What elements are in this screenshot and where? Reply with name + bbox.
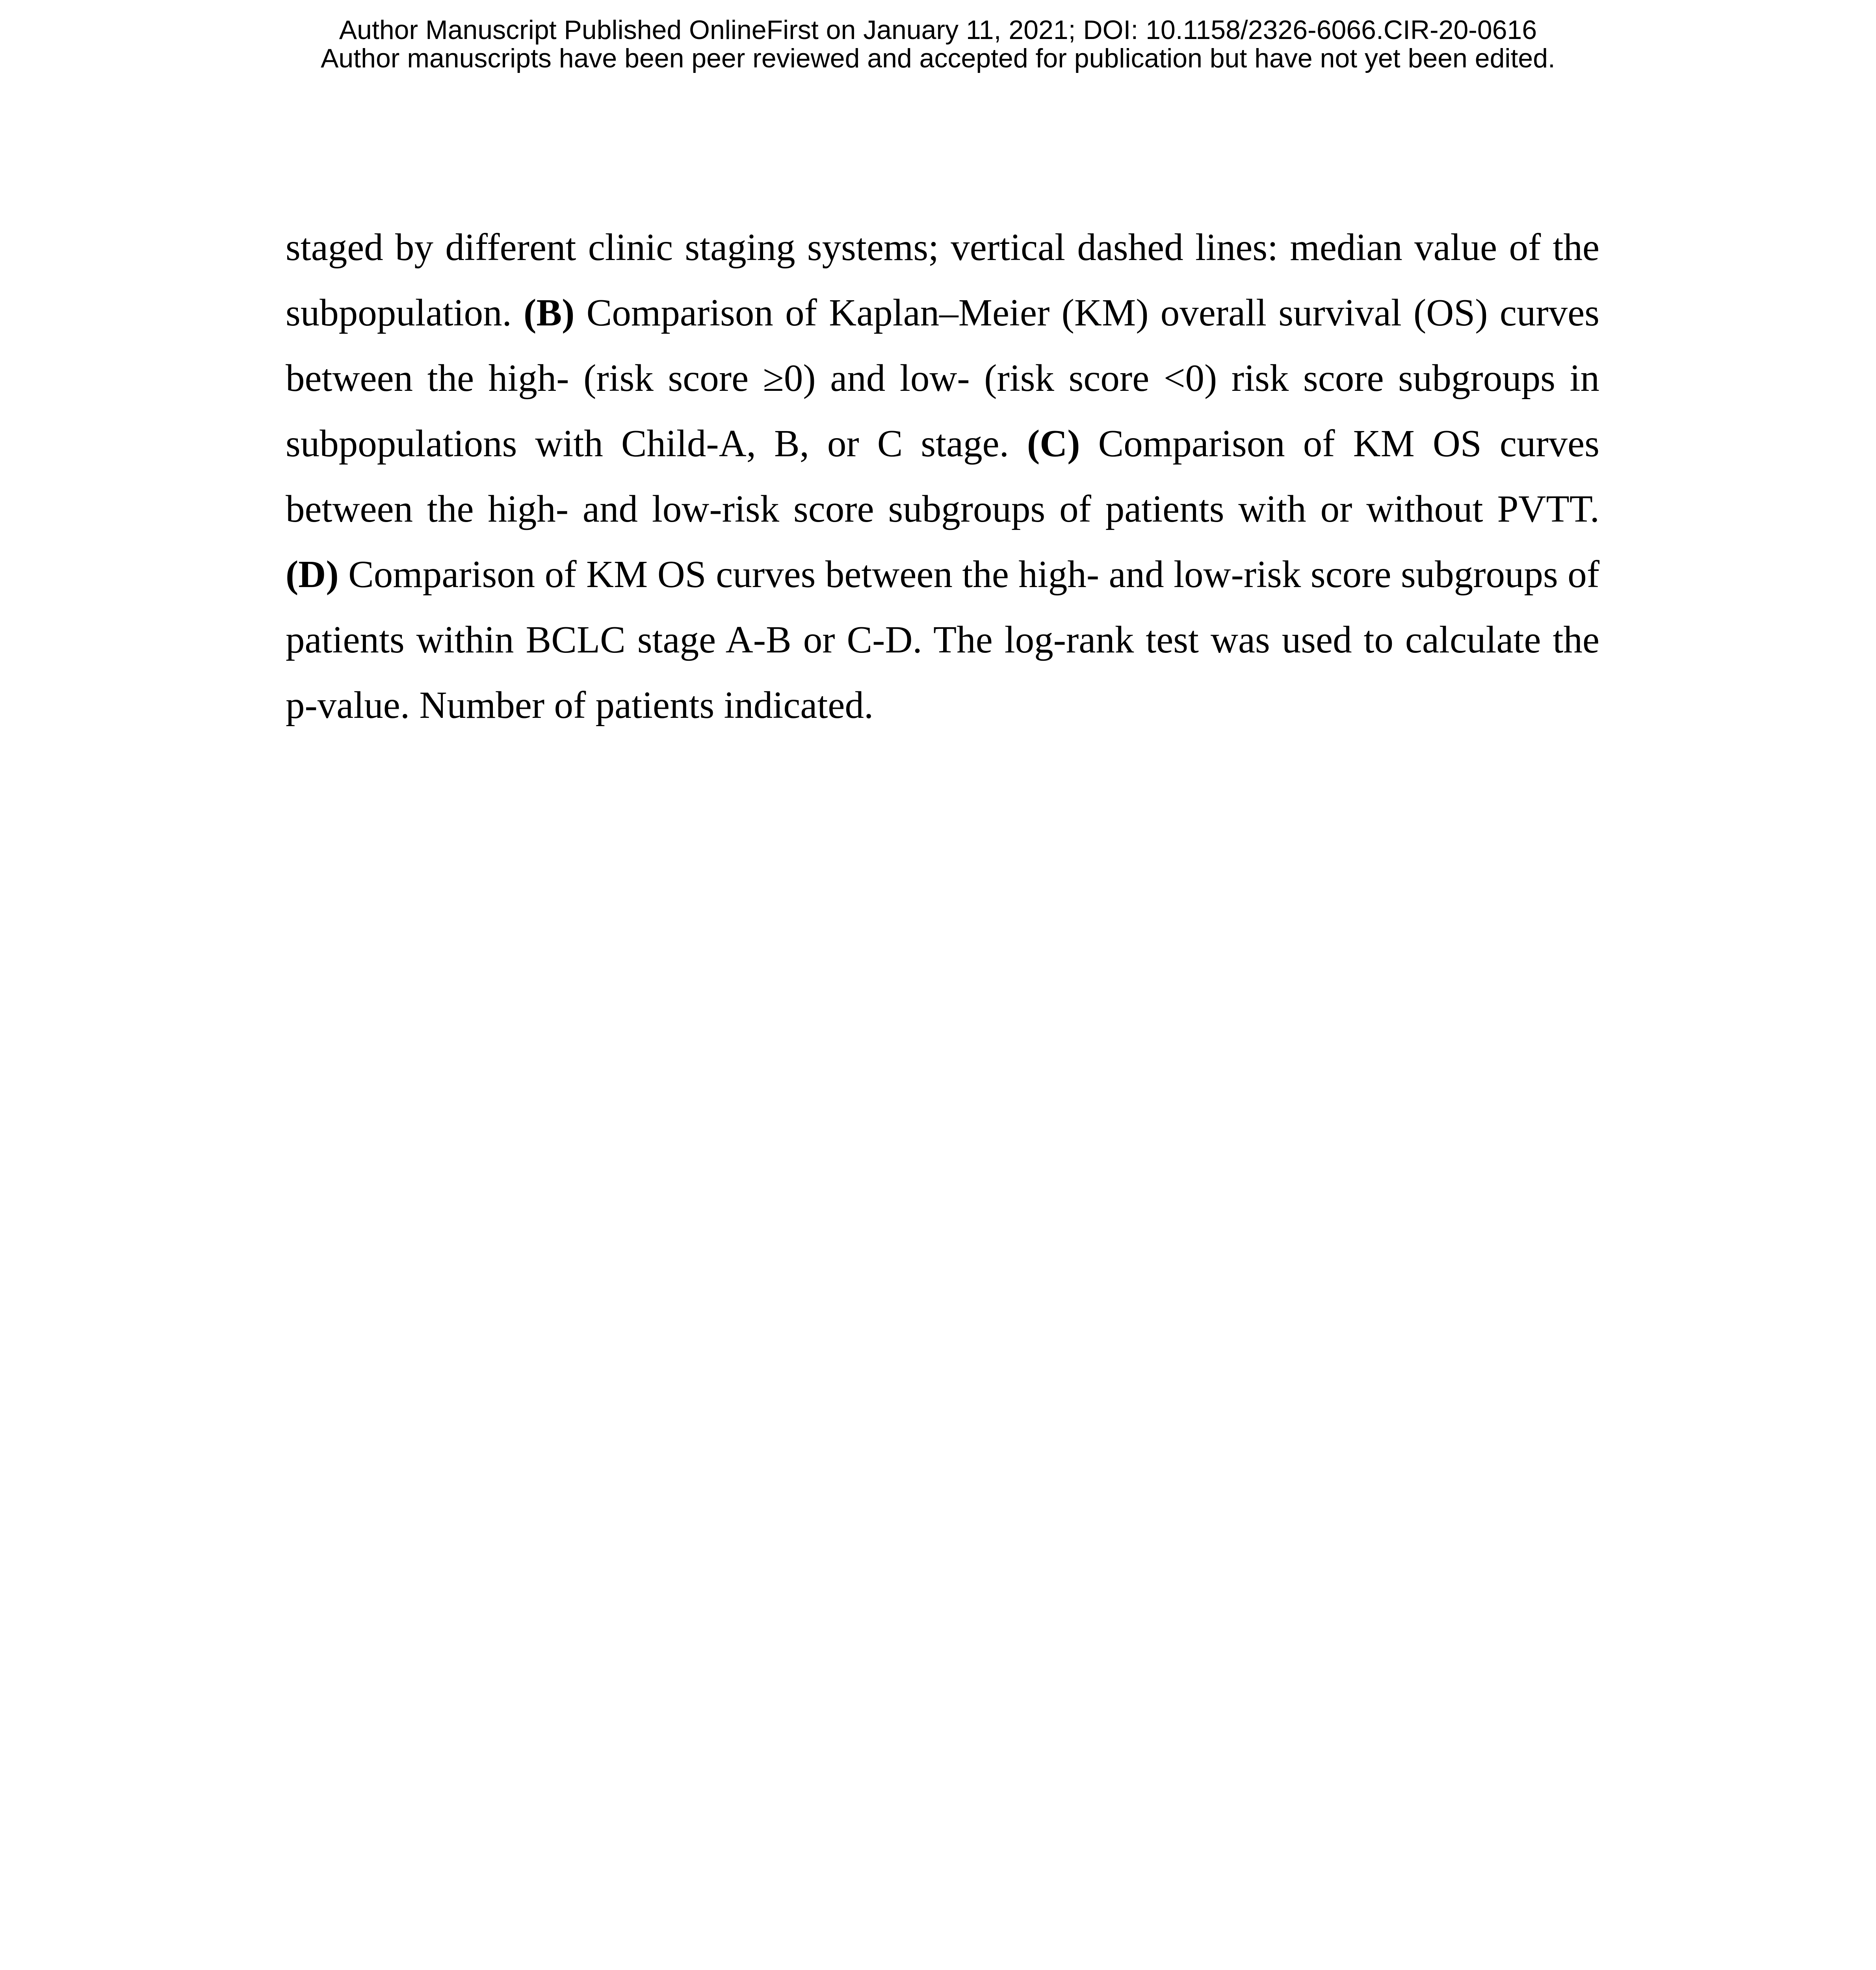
legend-text-segment-2: Comparison of Kaplan–Meier (KM) overall survival (OS) curves between the high- (risk score ≥0) and low- (risk score <0) risk score subgroups in subpopulations with Child-A, B, or C stage. xyxy=(286,292,1600,465)
legend-text-segment-3: Comparison of KM OS curves between the high- and low-risk score subgroups of patients with or without PVTT. xyxy=(286,422,1599,530)
panel-label-c: (C) xyxy=(1027,422,1080,465)
header-line-1: Author Manuscript Published OnlineFirst on January 11, 2021; DOI: 10.1158/2326-6066.CIR-20-0616 xyxy=(339,15,1537,45)
panel-label-d: (D) xyxy=(286,553,339,595)
figure-legend-paragraph xyxy=(286,215,1599,738)
panel-label-b: (B) xyxy=(524,292,575,334)
legend-text-segment-1: staged by different clinic staging systems; vertical dashed lines: median value of the subpopulation. xyxy=(286,226,1599,334)
header-line-2: Author manuscripts have been peer reviewed and accepted for publication but have not yet been edited. xyxy=(321,43,1555,73)
legend-text-segment-4: Comparison of KM OS curves between the high- and low-risk score subgroups of patients within BCLC stage A-B or C-D. The log-rank test was used to calculate the p-value. Number of patients indicated. xyxy=(286,553,1599,726)
manuscript-header xyxy=(0,16,1876,72)
